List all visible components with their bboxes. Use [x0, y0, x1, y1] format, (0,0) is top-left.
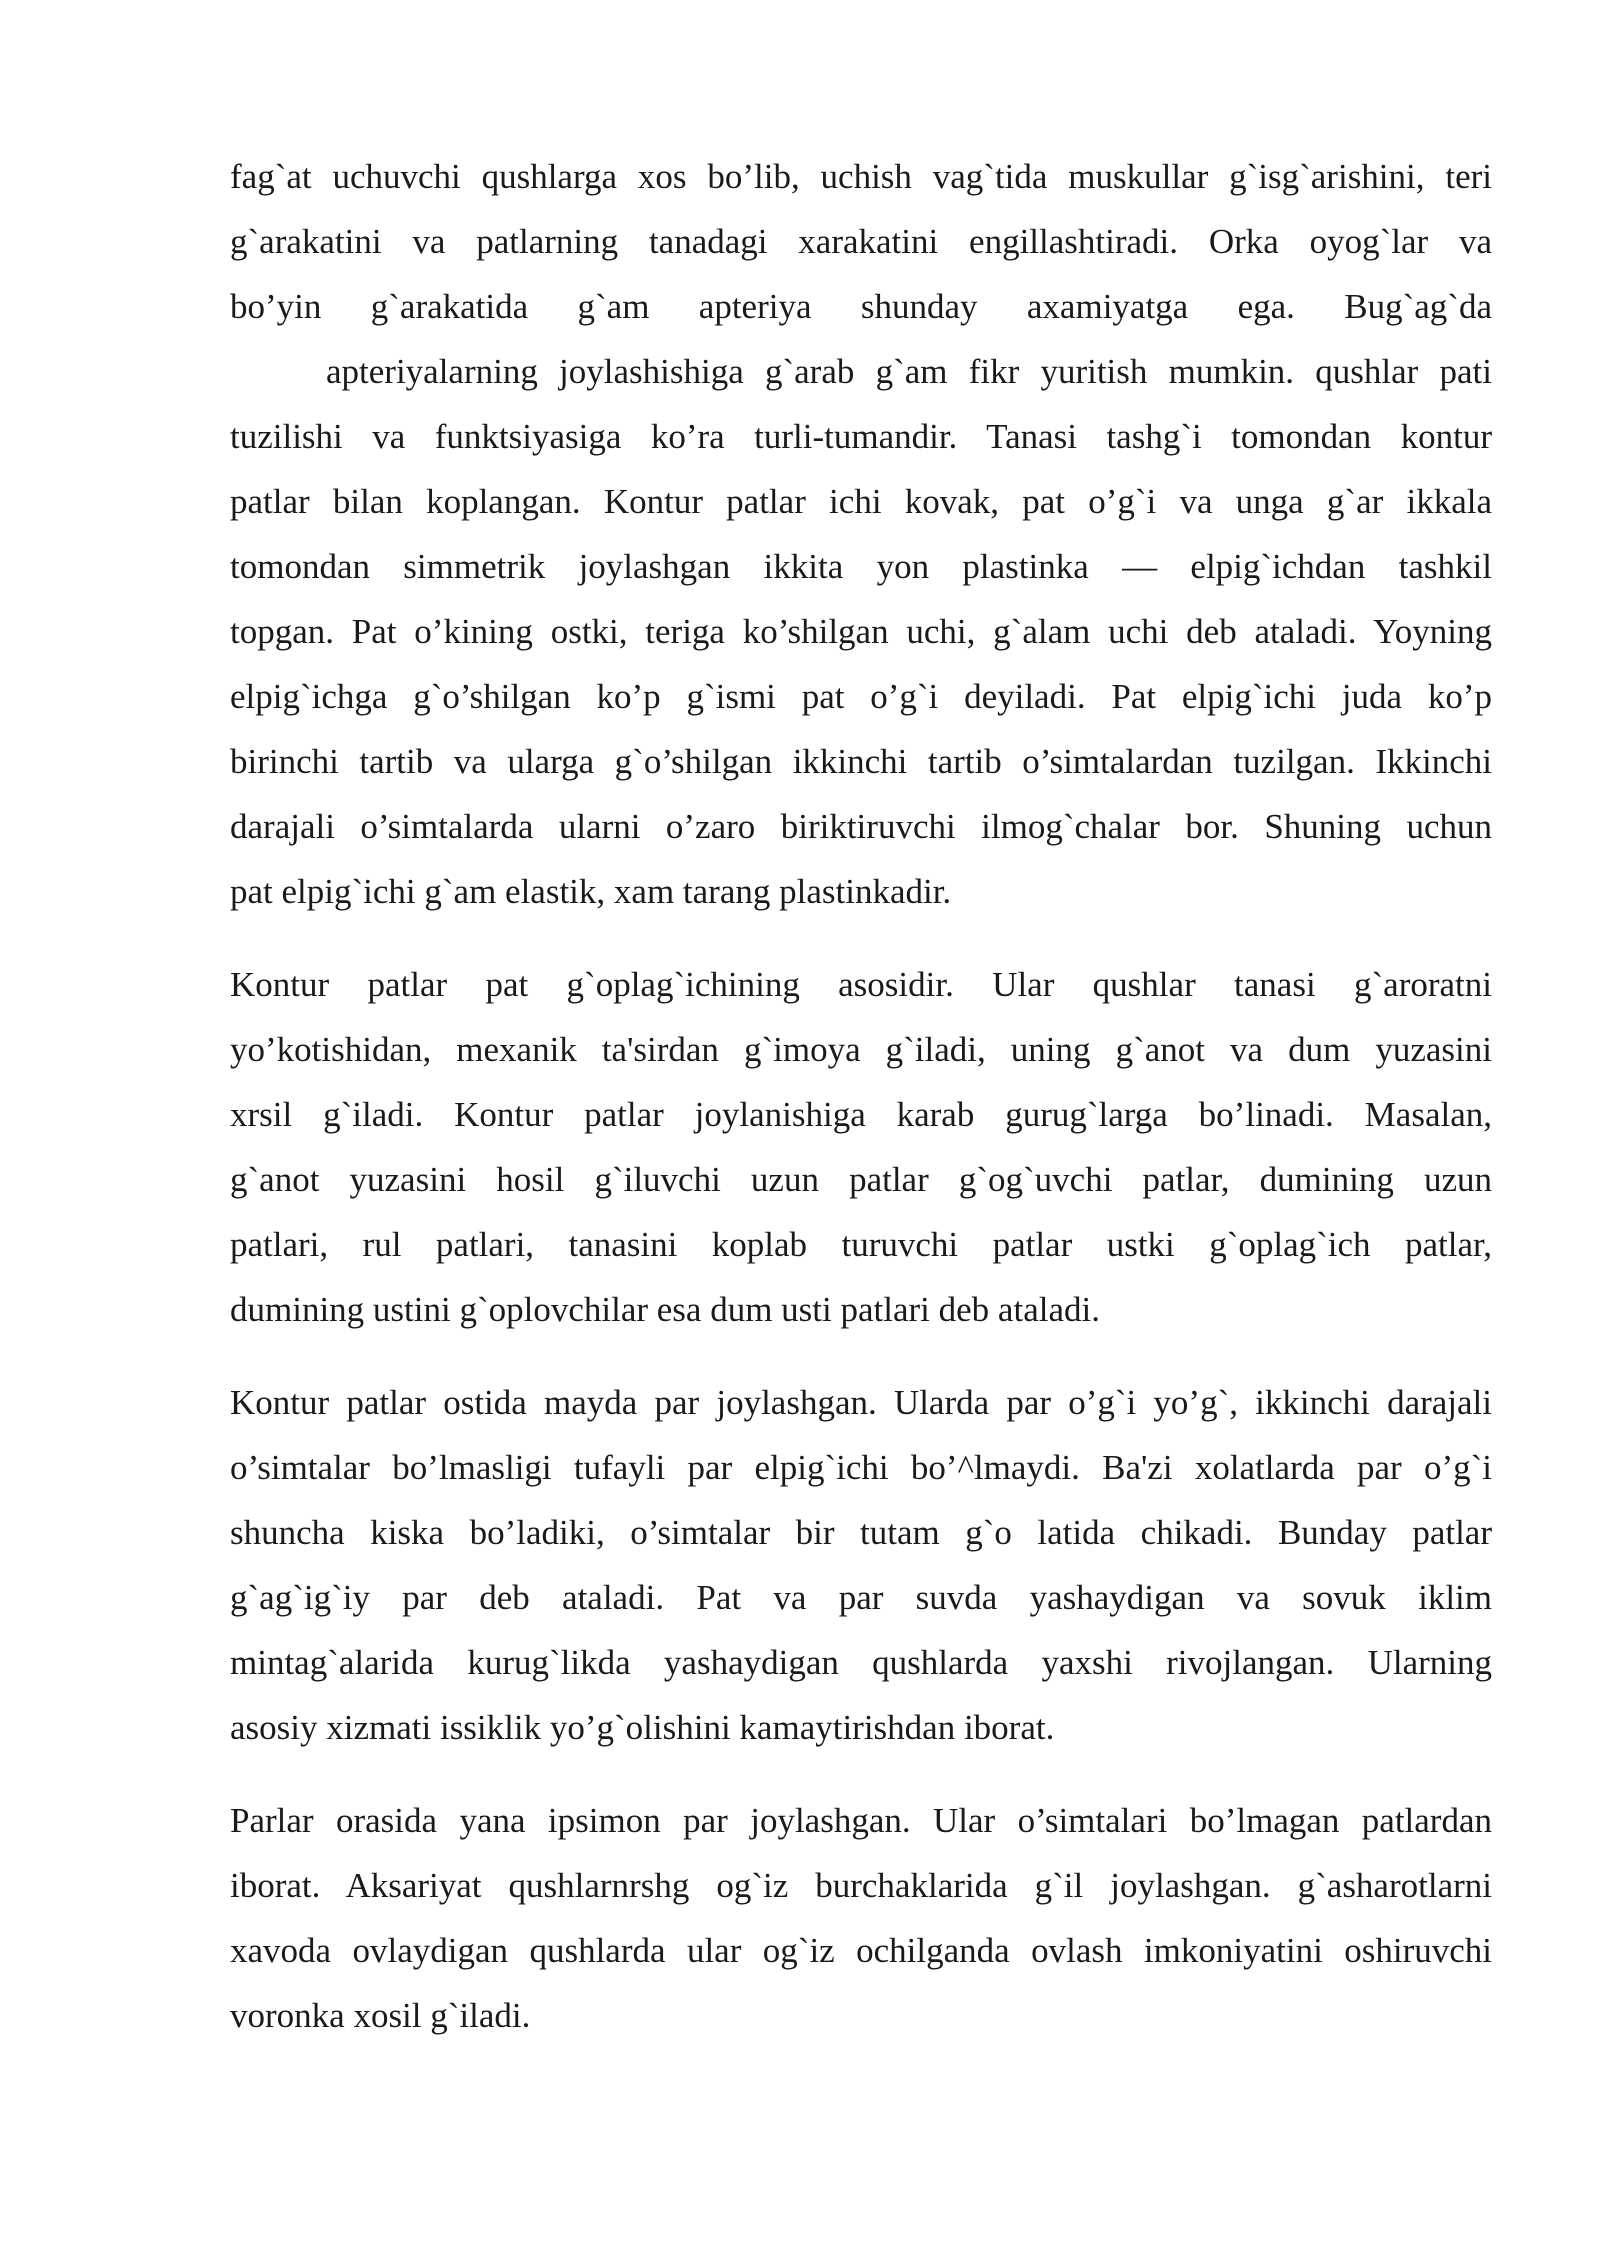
text-line: elpig`ichga g`o’shilgan ko’p g`ismi pat o’g`i deyiladi. Pat elpig`ichi juda ko’p: [230, 677, 1492, 716]
text-line: patlari, rul patlari, tanasini koplab turuvchi patlar ustki g`oplag`ich patlar,: [230, 1225, 1492, 1264]
text-line: asosiy xizmati issiklik yo’g`olishini kamaytirishdan iborat.: [230, 1708, 1055, 1747]
paragraph-1: [230, 144, 1492, 924]
text-line: voronka xosil g`iladi.: [230, 1996, 531, 2035]
paragraph-3: [230, 1370, 1492, 1760]
text-line: mintag`alarida kurug`likda yashaydigan qushlarda yaxshi rivojlangan. Ularning: [230, 1643, 1492, 1682]
text-line: patlar bilan koplangan. Kontur patlar ichi kovak, pat o’g`i va unga g`ar ikkala: [230, 482, 1492, 521]
text-line: shuncha kiska bo’ladiki, o’simtalar bir tutam g`o latida chikadi. Bunday patlar: [230, 1513, 1492, 1552]
text-line: tomondan simmetrik joylashgan ikkita yon plastinka — elpig`ichdan tashkil: [230, 547, 1492, 586]
text-line: g`ag`ig`iy par deb ataladi. Pat va par suvda yashaydigan va sovuk iklim: [230, 1578, 1492, 1617]
text-line: g`arakatini va patlarning tanadagi xarakatini engillashtiradi. Orka oyog`lar va: [230, 222, 1492, 261]
text-line: fag`at uchuvchi qushlarga xos bo’lib, uchish vag`tida muskullar g`isg`arishini, teri: [230, 157, 1492, 196]
text-line: darajali o’simtalarda ularni o’zaro biriktiruvchi ilmog`chalar bor. Shuning uchun: [230, 807, 1492, 846]
text-line: xrsil g`iladi. Kontur patlar joylanishiga karab gurug`larga bo’linadi. Masalan,: [230, 1095, 1492, 1134]
text-line: birinchi tartib va ularga g`o’shilgan ikkinchi tartib o’simtalardan tuzilgan. Ikkinchi: [230, 742, 1492, 781]
text-line: tuzilishi va funktsiyasiga ko’ra turli-tumandir. Tanasi tashg`i tomondan kontur: [230, 417, 1492, 456]
text-line: Kontur patlar ostida mayda par joylashgan. Ularda par o’g`i yo’g`, ikkinchi darajali: [230, 1383, 1492, 1422]
text-line: yo’kotishidan, mexanik ta'sirdan g`imoya g`iladi, uning g`anot va dum yuzasini: [230, 1030, 1492, 1069]
text-line: pat elpig`ichi g`am elastik, xam tarang plastinkadir.: [230, 872, 952, 911]
text-line: apteriyalarning joylashishiga g`arab g`am fikr yuritish mumkin. qushlar pati: [326, 352, 1492, 391]
text-line: g`anot yuzasini hosil g`iluvchi uzun patlar g`og`uvchi patlar, dumining uzun: [230, 1160, 1492, 1199]
text-line: xavoda ovlaydigan qushlarda ular og`iz ochilganda ovlash imkoniyatini oshiruvchi: [230, 1931, 1492, 1970]
text-line: topgan. Pat o’kining ostki, teriga ko’shilgan uchi, g`alam uchi deb ataladi. Yoyning: [230, 612, 1492, 651]
text-line: Parlar orasida yana ipsimon par joylashgan. Ular o’simtalari bo’lmagan patlardan: [230, 1801, 1492, 1840]
document-body: [230, 144, 1492, 2076]
paragraph-2: [230, 952, 1492, 1342]
text-line: bo’yin g`arakatida g`am apteriya shunday axamiyatga ega. Bug`ag`da: [230, 287, 1492, 326]
paragraph-4: [230, 1788, 1492, 2048]
text-line: dumining ustini g`oplovchilar esa dum usti patlari deb ataladi.: [230, 1290, 1100, 1329]
text-line: iborat. Aksariyat qushlarnrshg og`iz burchaklarida g`il joylashgan. g`asharotlarni: [230, 1866, 1492, 1905]
text-line: o’simtalar bo’lmasligi tufayli par elpig`ichi bo’^lmaydi. Ba'zi xolatlarda par o’g`i: [230, 1448, 1492, 1487]
text-line: Kontur patlar pat g`oplag`ichining asosidir. Ular qushlar tanasi g`aroratni: [230, 965, 1492, 1004]
